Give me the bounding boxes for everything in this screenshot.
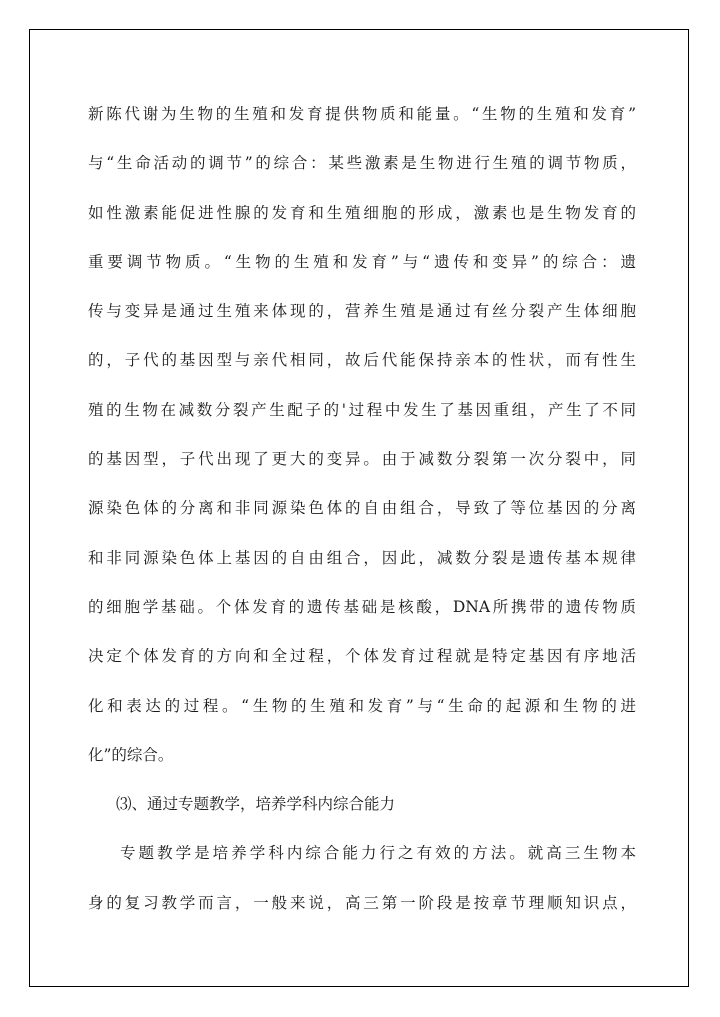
section-heading: ⑶、通过专题教学，培养学科内综合能力	[116, 795, 396, 814]
text-line: 的细胞学基础。个体发育的遗传基础是核酸，DNA所携带的遗传物质	[88, 597, 636, 616]
document-body	[88, 90, 636, 928]
text-line: 和非同源染色体上基因的自由组合，因此，减数分裂是遗传基本规律	[88, 548, 636, 567]
text-line: 源染色体的分离和非同源染色体的自由组合，导致了等位基因的分离	[88, 499, 636, 518]
text-line: 新陈代谢为生物的生殖和发育提供物质和能量。“生物的生殖和发育”	[88, 105, 636, 123]
text-line: 如性激素能促进性腺的发育和生殖细胞的形成，激素也是生物发育的	[88, 203, 636, 222]
text-line: 化和表达的过程。“生物的生殖和发育”与“生命的起源和生物的进	[88, 696, 636, 715]
text-line: 的，子代的基因型与亲代相同，故后代能保持亲本的性状，而有性生	[88, 351, 636, 370]
text-line: 与“生命活动的调节”的综合：某些激素是生物进行生殖的调节物质，	[88, 154, 636, 173]
text-line: 殖的生物在减数分裂产生配子的'过程中发生了基因重组，产生了不同	[88, 400, 636, 419]
text-line: 决定个体发育的方向和全过程，个体发育过程就是特定基因有序地活	[88, 647, 636, 666]
text-line: 化”的综合。	[88, 745, 174, 764]
text-line: 传与变异是通过生殖来体现的，营养生殖是通过有丝分裂产生体细胞	[88, 302, 636, 321]
text-line: 专题教学是培养学科内综合能力行之有效的方法。就高三生物本	[120, 844, 636, 863]
text-line: 重要调节物质。“生物的生殖和发育”与“遗传和变异”的综合：遗	[88, 252, 636, 271]
text-line: 身的复习教学而言，一般来说，高三第一阶段是按章节理顺知识点，	[88, 893, 636, 912]
text-line: 的基因型，子代出现了更大的变异。由于减数分裂第一次分裂中，同	[88, 450, 636, 469]
